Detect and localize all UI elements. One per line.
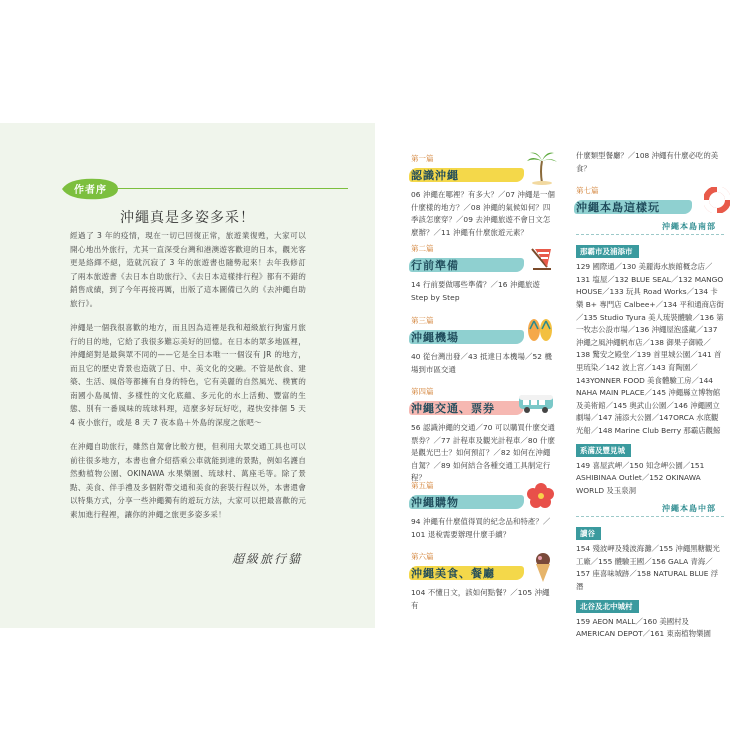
section-title: 認識沖繩 bbox=[411, 169, 459, 182]
section-number: 第七篇 bbox=[576, 186, 599, 196]
hibiscus-icon bbox=[527, 482, 555, 510]
continued-entries: 什麼類型餐廳？／108 沖繩有什麼必吃的美食？ bbox=[576, 151, 719, 173]
flip-flops-icon bbox=[525, 317, 555, 343]
section-title: 沖繩購物 bbox=[411, 496, 459, 509]
preface-badge bbox=[60, 177, 116, 199]
preface-paragraph: 在沖繩自助旅行，雖然自駕會比較方便，但利用大眾交通工具也可以前往很多地方，本書也會介紹搭乘公車就能到達的景點，例如名護自然動植物公園、OKINAWA 水果樂園、琉球村、萬座毛等。除了景點、美食、伴手禮及多個附帶交通和美食的套裝行程以外，本書還會以特集方式，分享一些沖繩獨有的遊玩方法，大家可以把最喜歡的元素加進行程裡，讓你的沖繩之旅更多姿多采！ bbox=[70, 442, 306, 519]
section-number: 第三篇 bbox=[411, 316, 434, 325]
section-title: 沖繩本島這樣玩 bbox=[576, 201, 660, 215]
beach-chair-icon bbox=[529, 245, 555, 273]
toc-section bbox=[411, 480, 556, 541]
swim-ring-icon bbox=[704, 187, 730, 213]
section-entries: 14 行前要做哪些準備？／16 沖繩旅遊 Step by Step bbox=[411, 280, 540, 302]
section-entries: 56 認識沖繩的交通／70 可以購買什麼交通票券？／77 計程車及觀光計程車／80 什麼是觀光巴士？如何預訂？／82 如何在沖繩自駕？／89 如何結合各種交通工具制定行程？ bbox=[411, 423, 555, 482]
area-tag: 北谷及北中城村 bbox=[576, 600, 639, 613]
toc-section bbox=[411, 243, 556, 304]
preface-paragraph: 經過了 3 年的疫情，現在一切已回復正常，旅遊業復甦，大家可以開心地出外旅行，尤其一直深受台灣和港澳遊客歡迎的日本，觀光客更是絡繹不絕，造就沉寂了 3 年的旅遊書也隨勢起來！去年我修訂了兩本旅遊書《去日本自助旅行》、《去日本這樣排行程》都有不錯的銷售成績，到了今年再接再厲，出版了這本圖備已久的《去沖繩自助旅行》。 bbox=[70, 231, 306, 308]
preface-paragraph: 沖繩是一個我很喜歡的地方，而且因為這裡是我和超級旅行狗蜜月旅行的目的地，它給了我很多難忘美好的回憶。在日本的眾多地區裡，沖繩絕對是最與眾不同的——它是全日本唯一一個沒有 JR 的地方，而且它的歷史背景也造就了日、中、美文化的交融。不管是飲食、建築、生活、風俗等都擁有自身的特色，它有美麗的自然風光、樸實的南國小島風情、多樣性的文化底蘊、多元化的水上活動、豐富的生態、別有一番風味的琉球料理，這麼多好玩好吃，趕快安排個 5 天 4 夜小旅行，或是 8 天 7 夜本島＋外島的深度之旅吧～ bbox=[70, 323, 306, 427]
preface-title: 沖繩真是多姿多采！ bbox=[120, 210, 255, 226]
section-entries: 06 沖繩在哪裡？有多大？／07 沖繩是一個什麼樣的地方？／08 沖繩的氣候如何？四季該怎麼穿？／09 去沖繩旅遊不會日文怎麼辦？／11 沖繩有什麼旅遊元素？ bbox=[411, 190, 555, 237]
section-number: 第五篇 bbox=[411, 481, 434, 490]
left-page bbox=[0, 123, 375, 628]
author-signature: 超級旅行貓 bbox=[232, 552, 303, 566]
toc-section bbox=[411, 315, 556, 376]
section-title: 沖繩美食、餐廳 bbox=[411, 567, 495, 580]
toc-section-7 bbox=[576, 185, 736, 215]
section-entries: 94 沖繩有什麼值得買的紀念品和特產？／101 退稅需要辦理什麼手續？ bbox=[411, 517, 551, 539]
section-number: 第一篇 bbox=[411, 154, 434, 163]
area-tag: 系滿及豐見城 bbox=[576, 444, 631, 457]
van-icon bbox=[517, 390, 557, 414]
area-entries: 149 喜屋武岬／150 知念岬公園／151 ASHIBINAA Outlet／152 OKINAWA WORLD 及玉泉洞 bbox=[576, 460, 705, 495]
region-heading: 沖繩本島南部 bbox=[662, 221, 716, 232]
region-heading: 沖繩本島中部 bbox=[662, 503, 716, 514]
area-entries: 159 AEON MALL／160 美國村及 AMERICAN DEPOT／161 東南植物樂園 bbox=[576, 616, 711, 639]
area-tag: 那霸市及浦添市 bbox=[576, 245, 639, 258]
section-number: 第六篇 bbox=[411, 552, 434, 561]
section-number: 第四篇 bbox=[411, 387, 434, 396]
badge-label: 作者序 bbox=[74, 185, 107, 196]
section-entries: 40 從台灣出發／43 抵達日本機場／52 機場到市區交通 bbox=[411, 352, 553, 374]
area-entries: 154 殘波岬及殘波海灘／155 沖繩黑糖觀光工廠／155 體驗王國／156 GALA 青海／157 座喜味城跡／158 NATURAL BLUE 浮潛 bbox=[576, 544, 720, 592]
toc-column-right bbox=[576, 150, 750, 641]
ice-cream-icon bbox=[531, 551, 555, 583]
area-tag: 讀谷 bbox=[576, 527, 601, 540]
section-title: 沖繩交通、票券 bbox=[411, 402, 495, 415]
section-title: 行前準備 bbox=[411, 259, 459, 272]
divider bbox=[116, 188, 348, 189]
area-entries: 129 國際通／130 美麗海水族館概念店／131 塩屋／132 BLUE SEAL／132 MANGO HOUSE／133 玩具 Road Works／134 卡樂 B+ 專門店 Calbee+／134 平和通商店街／135 Studio Tyura 美人琉裝體驗／136 第一牧志公設市場／136 沖繩屋泡盛藏／137 沖繩之風沖繩帆布店／138 御果子御殿／138 驚安之殿堂／139 首里城公園／141 首里琉染／142 波上宮／143 育陶園／143YONNER FOOD 美食體驗工房／144 NAHA MAIN PLACE／145 沖繩縣立博物館及美術館／145 奧武山公園／146 沖繩國立劇場／147 浦添大公園／147ORCA 水底觀光船／148 Marine Club Berry 那霸店觀鯨 bbox=[576, 262, 724, 435]
section-title: 沖繩機場 bbox=[411, 331, 459, 344]
section-entries: 104 不懂日文，該如何點餐？／105 沖繩有 bbox=[411, 588, 550, 610]
section-number: 第二篇 bbox=[411, 244, 434, 253]
palm-tree-icon bbox=[526, 151, 558, 185]
right-page bbox=[375, 123, 750, 639]
toc-section bbox=[411, 551, 556, 612]
toc-section bbox=[411, 386, 556, 485]
toc-section bbox=[411, 153, 556, 239]
